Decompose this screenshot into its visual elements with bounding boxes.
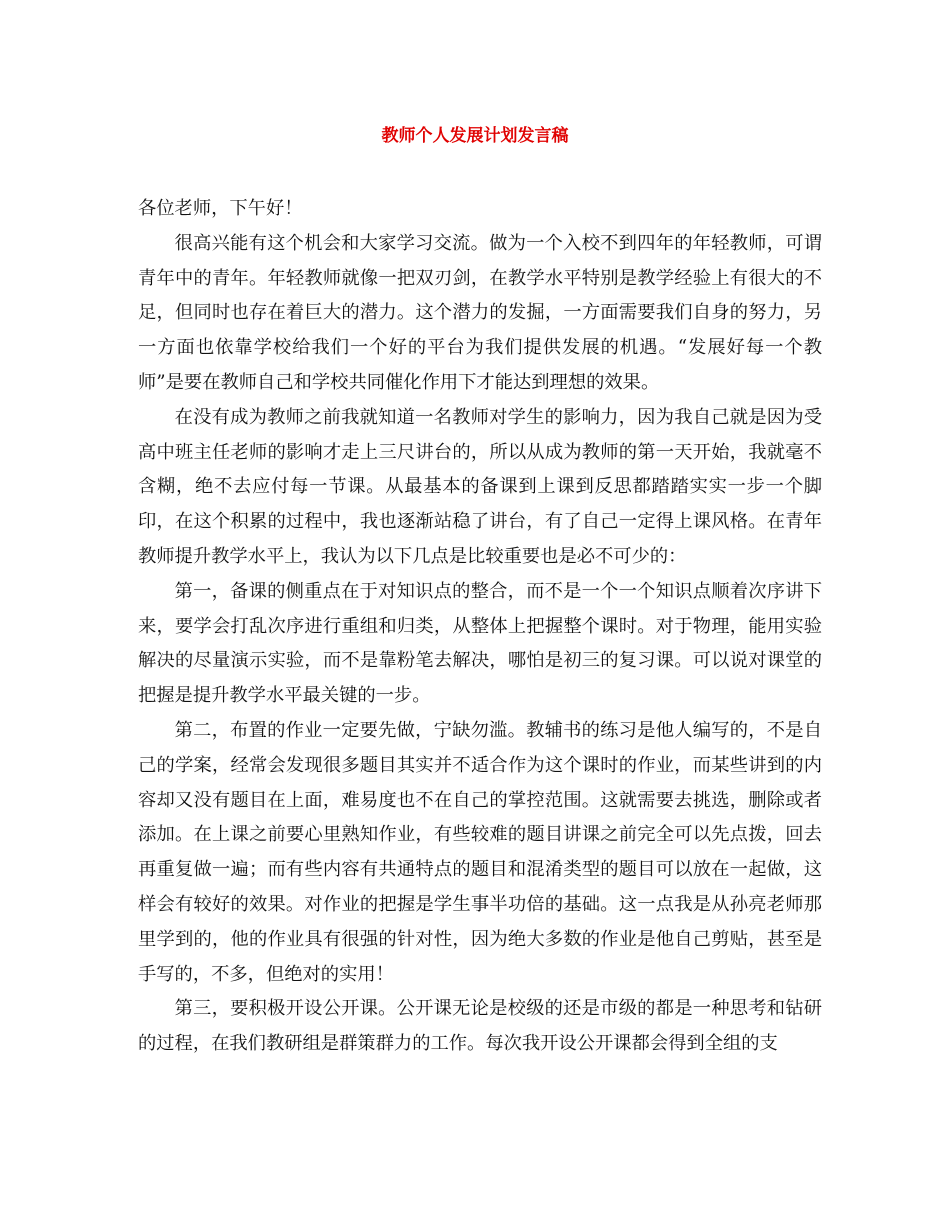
document-body — [138, 192, 822, 1062]
paragraph-point-three: 第三，要积极开设公开课。公开课无论是校级的还是市级的都是一种思考和钻研的过程，在我们教研组是群策群力的工作。每次我开设公开课都会得到全组的支 — [138, 998, 822, 1055]
salutation: 各位老师，下午好！ — [138, 198, 303, 219]
paragraph-point-two: 第二，布置的作业一定要先做，宁缺勿滥。教辅书的练习是他人编写的，不是自己的学案，经常会发现很多题目其实并不适合作为这个课时的作业，而某些讲到的内容却又没有题目在上面，难易度也不在自己的掌控范围。这就需要去挑选，删除或者添加。在上课之前要心里熟知作业，有些较难的题目讲课之前完全可以先点拨，回去再重复做一遍；而有些内容有共通特点的题目和混淆类型的题目可以放在一起做，这样会有较好的效果。对作业的把握是学生事半功倍的基础。这一点我是从孙亮老师那里学到的，他的作业具有很强的针对性，因为绝大多数的作业是他自己剪贴，甚至是手写的，不多，但绝对的实用！ — [138, 719, 822, 985]
paragraph-point-one: 第一，备课的侧重点在于对知识点的整合，而不是一个一个知识点顺着次序讲下来，要学会打乱次序进行重组和归类，从整体上把握整个课时。对于物理，能用实验解决的尽量演示实验，而不是靠粉笔去解决，哪怕是初三的复习课。可以说对课堂的把握是提升教学水平最关键的一步。 — [138, 580, 822, 707]
paragraph-background: 在没有成为教师之前我就知道一名教师对学生的影响力，因为我自己就是因为受高中班主任老师的影响才走上三尺讲台的，所以从成为教师的第一天开始，我就毫不含糊，绝不去应付每一节课。从最基本的备课到上课到反思都踏踏实实一步一个脚印，在这个积累的过程中，我也逐渐站稳了讲台，有了自己一定得上课风格。在青年教师提升教学水平上，我认为以下几点是比较重要也是必不可少的： — [138, 406, 822, 567]
document-title: 教师个人发展计划发言稿 — [381, 126, 569, 146]
paragraph-intro: 很高兴能有这个机会和大家学习交流。做为一个入校不到四年的年轻教师，可谓青年中的青年。年轻教师就像一把双刃剑，在教学水平特别是教学经验上有很大的不足，但同时也存在着巨大的潜力。这个潜力的发掘，一方面需要我们自身的努力，另一方面也依靠学校给我们一个好的平台为我们提供发展的机遇。“发展好每一个教师”是要在教师自己和学校共同催化作用下才能达到理想的效果。 — [138, 232, 822, 393]
